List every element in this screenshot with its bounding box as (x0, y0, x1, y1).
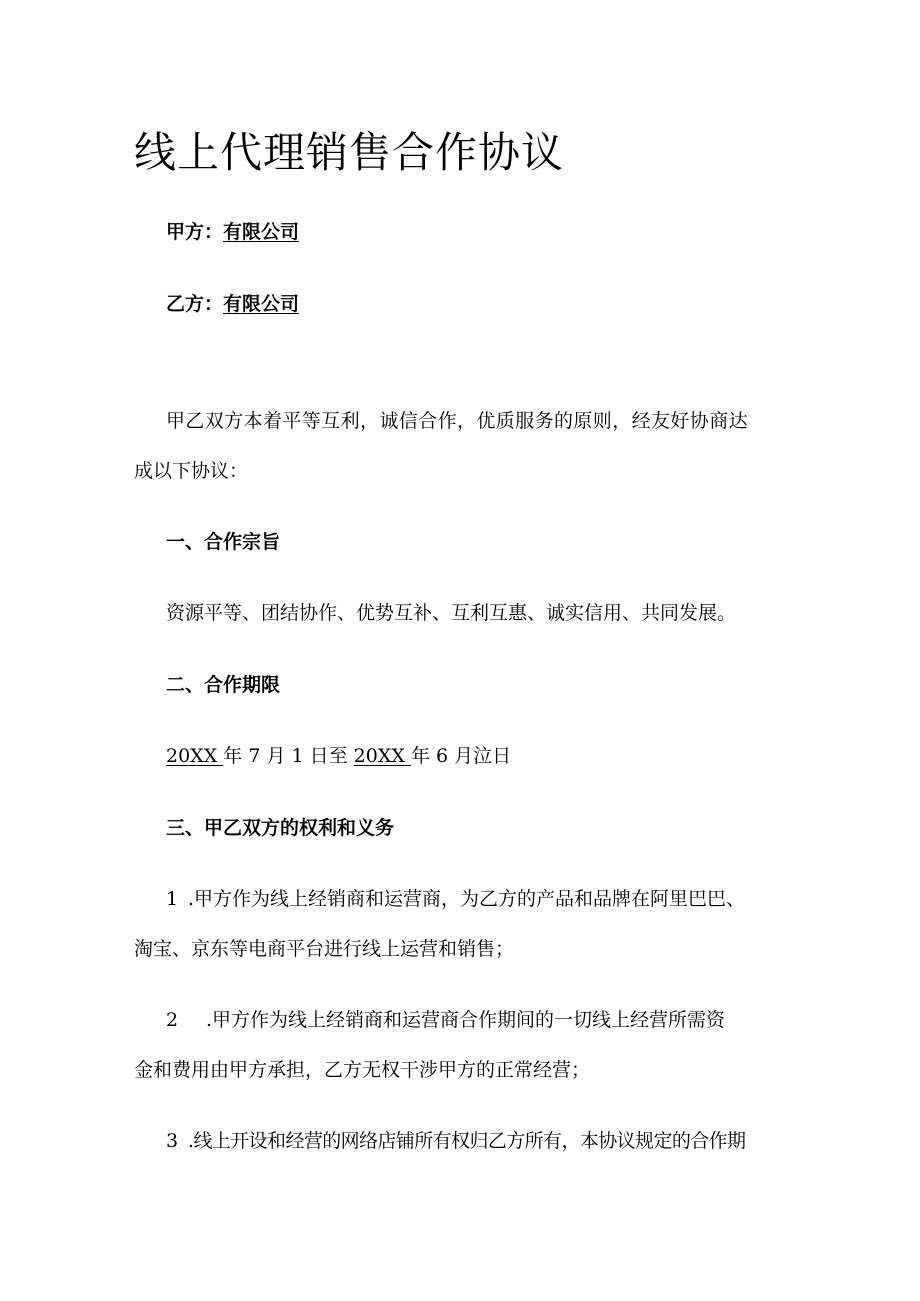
party-b-line (166, 292, 299, 316)
item-1-text: .甲方作为线上经销商和运营商，为乙方的产品和品牌在阿里巴巴、 (188, 888, 746, 910)
party-a-line (166, 220, 299, 244)
section-3-heading: 三、甲乙双方的权利和义务 (166, 817, 395, 839)
item-1-line-2: 淘宝、京东等电商平台进行线上运营和销售； (134, 938, 515, 960)
party-b-label: 乙方： (166, 293, 224, 315)
term-end-year: 20XX (353, 745, 411, 767)
party-b-name: 有限公司 (223, 293, 300, 315)
item-1-line-1 (166, 887, 745, 911)
term-start-year: 20XX (166, 745, 224, 767)
party-a-name: 有限公司 (223, 221, 300, 243)
item-2-text: .甲方作为线上经销商和运营商合作期间的一切线上经营所需资 (206, 1009, 726, 1031)
item-3-line-1 (166, 1129, 745, 1153)
term-start-date: 年 7 月 1 日至 (223, 745, 354, 767)
intro-line-1: 甲乙双方本着平等互利，诚信合作，优质服务的原则，经友好协商达 (166, 410, 749, 432)
party-a-label: 甲方： (166, 221, 224, 243)
section-1-text: 资源平等、团结协作、优势互补、互利互惠、诚实信用、共同发展。 (166, 602, 737, 624)
term-end-date: 年 6 月泣日 (410, 745, 512, 767)
document-title: 线上代理销售合作协议 (134, 128, 565, 177)
section-2-heading: 二、合作期限 (166, 674, 281, 696)
section-1-heading: 一、合作宗旨 (166, 531, 281, 553)
item-1-number: 1 (166, 888, 179, 910)
item-2-line-2: 金和费用由甲方承担，乙方无权干涉甲方的正常经营； (134, 1059, 591, 1081)
item-2-line-1 (166, 1008, 725, 1032)
item-3-number: 3 (166, 1130, 178, 1152)
section-2-term (166, 744, 511, 768)
intro-line-2: 成以下协议： (134, 460, 249, 482)
item-3-text: .线上开设和经营的网络店铺所有权归乙方所有，本协议规定的合作期 (188, 1130, 746, 1152)
item-2-number: 2 (166, 1009, 179, 1031)
